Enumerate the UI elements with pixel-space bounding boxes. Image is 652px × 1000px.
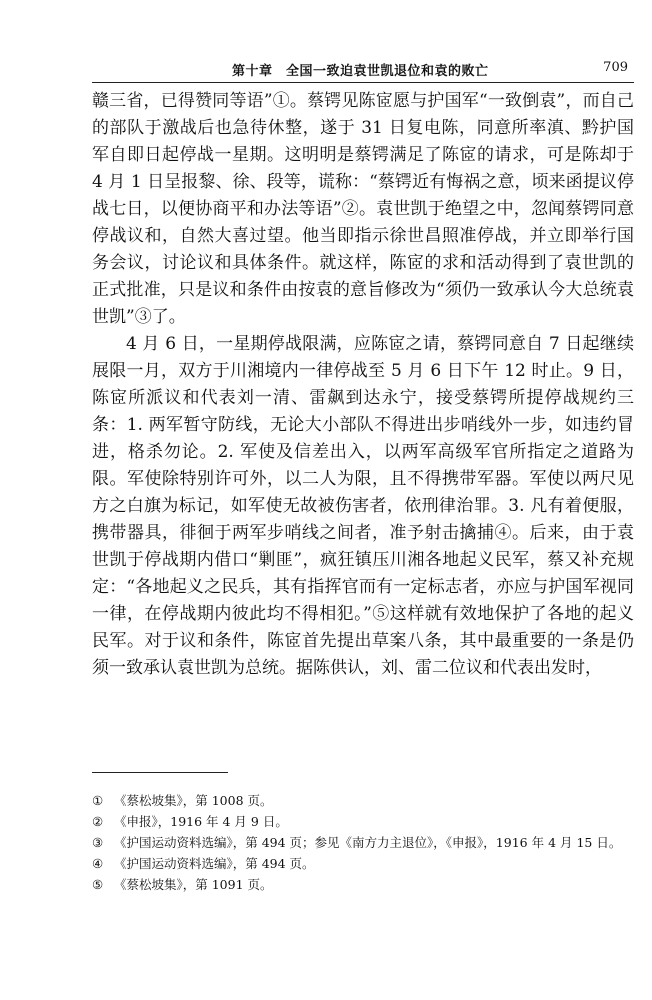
- paragraph: 4 月 6 日，一星期停战限满，应陈宧之请，蔡锷同意自 7 日起继续展限一月，双方于川湘境内一律停战至 5 月 6 日下午 12 时止。9 日，陈宧所派议和代表刘一清、雷飙到达永宁，接受蔡锷所提停战规约三条：1. 两军暂守防线，无论大小部队不得进出步哨线外一步，如违约冒进，格杀勿论。2. 军使及信差出入，以两军高级军官所指定之道路为限。军使除特别许可外，以二人为限，且不得携带军器。军使以两尺见方之白旗为标记，如军使无故被伤害者，依刑律治罪。3. 凡有着便服，携带器具，徘徊于两军步哨线之间者，准予射击擒捕④。后来，由于袁世凯于停战期内借口“剿匪”，疯狂镇压川湘各地起义民军，蔡又补充规定：“各地起义之民兵，其有指挥官而有一定标志者，亦应与护国军视同一律，在停战期内彼此均不得相犯。”⑤这样就有效地保护了各地的起义民军。对于议和条件，陈宧首先提出草案八条，其中最重要的一条是仍须一致承认袁世凯为总统。据陈供认，刘、雷二位议和代表出发时，: [92, 334, 634, 678]
- footnote-text: 《蔡松坡集》，第 1008 页。: [114, 793, 273, 808]
- page-number: 709: [603, 60, 628, 75]
- footnote-text: 《蔡松坡集》，第 1091 页。: [114, 877, 273, 892]
- header-rule: [92, 82, 634, 83]
- chapter-title: 第十章 全国一致迫袁世凯退位和袁的败亡: [232, 64, 489, 79]
- footnote: [92, 790, 634, 811]
- footnote-text: 《申报》，1916 年 4 月 9 日。: [114, 814, 288, 829]
- footnote: [92, 811, 634, 832]
- footnote-mark: ④: [92, 856, 104, 871]
- footnote-mark: ①: [92, 793, 104, 808]
- body-text: [92, 88, 634, 682]
- footnote: [92, 832, 634, 853]
- running-header: [92, 56, 634, 80]
- footnote: [92, 853, 634, 874]
- footnote-mark: ③: [92, 835, 104, 850]
- footnote-mark: ②: [92, 814, 104, 829]
- paragraph-continued: 赣三省，已得赞同等语”①。蔡锷见陈宧愿与护国军“一致倒袁”，而自己的部队于激战后也急待休整，遂于 31 日复电陈，同意所率滇、黔护国军自即日起停战一星期。这明明是蔡锷满足了陈宧的请求，可是陈却于 4 月 1 日呈报黎、徐、段等，谎称：“蔡锷近有悔祸之意，顷来函提议停战七日，以便协商平和办法等语”②。袁世凯于绝望之中，忽闻蔡锷同意停战议和，自然大喜过望。他当即指示徐世昌照准停战，并立即举行国务会议，讨论议和具体条件。就这样，陈宧的求和活动得到了袁世凯的正式批准，只是议和条件由按袁的意旨修改为“须仍一致承认今大总统袁世凯”③了。: [92, 91, 634, 327]
- footnote-text: 《护国运动资料选编》，第 494 页；参见《南方力主退位》，《申报》，1916 年 4 月 15 日。: [114, 835, 622, 850]
- footnote-mark: ⑤: [92, 877, 104, 892]
- footnotes: [92, 790, 634, 895]
- footnote-rule: [92, 772, 228, 773]
- footnote: [92, 874, 634, 895]
- footnote-text: 《护国运动资料选编》，第 494 页。: [114, 856, 315, 871]
